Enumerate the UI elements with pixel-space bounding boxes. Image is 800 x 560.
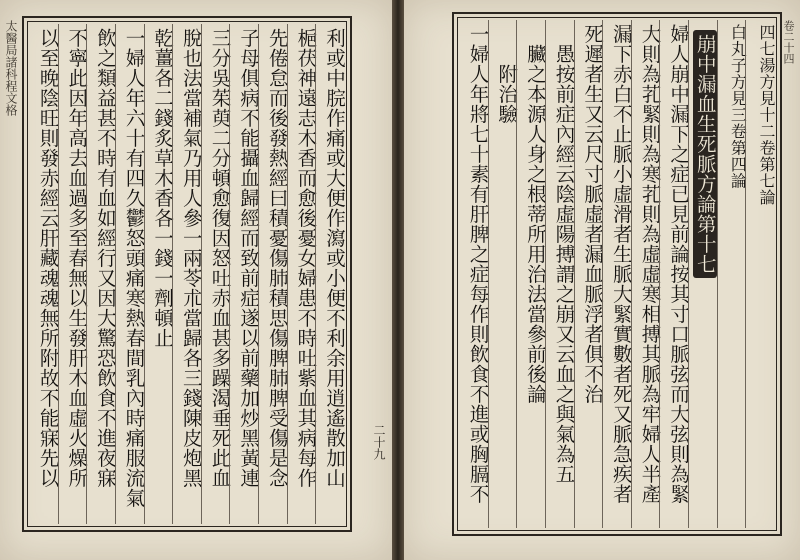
text-column: 大則為芤緊則為寒芤則為虛虛寒相搏其脈為牢婦人半產 bbox=[631, 20, 660, 528]
text-column: 不寧此因年高去血過多至春無以生發肝木血虛火燥所 bbox=[58, 24, 87, 524]
left-text-columns bbox=[30, 24, 344, 524]
text-column: 白丸子方見三卷第四論 bbox=[717, 20, 746, 528]
folio-number: 二十九 bbox=[372, 424, 386, 460]
text-column: 梔茯神遠志木香而愈後憂女婦患不時吐紫血其病每作 bbox=[287, 24, 316, 524]
chapter-title-column bbox=[688, 20, 717, 528]
right-text-columns bbox=[460, 20, 774, 528]
spine-title: 太醫局諸科程文格 bbox=[4, 20, 18, 116]
text-column: 婦人崩中漏下之症已見前論按其寸口脈弦而大弦則為緊 bbox=[659, 20, 688, 528]
text-column: 以至晚陰旺則發赤經云肝藏魂魂無所附故不能寐先以 bbox=[36, 28, 60, 488]
text-column: 一婦人年將七十素有肝脾之症每作則飲食不進或胸膈不 bbox=[466, 24, 490, 504]
text-column: 脫也法當補氣乃用人參一兩苓朮當歸各三錢陳皮炮黑 bbox=[172, 24, 201, 524]
text-column: 乾薑各二錢炙草木香各一錢一劑頓止 bbox=[144, 24, 173, 524]
left-page bbox=[0, 0, 392, 560]
text-column: 先倦怠而後發熱經曰積憂傷肺積思傷脾肺脾受傷是念 bbox=[258, 24, 287, 524]
text-column: 漏下赤白不止脈小虛滑者生脈大緊實數者死又脈急疾者 bbox=[602, 20, 631, 528]
right-page bbox=[404, 0, 800, 560]
chapter-title: 崩中漏血生死脈方論第十七 bbox=[693, 30, 717, 278]
section-heading: 附治驗 bbox=[488, 20, 517, 528]
text-column: 子母俱病不能攝血歸經而致前症遂以前藥加炒黑黃連 bbox=[229, 24, 258, 524]
edge-label: 卷二十四 bbox=[782, 20, 795, 64]
text-column: 死遲者生又云尺寸脈虛者漏血脈浮者俱不治 bbox=[574, 20, 603, 528]
text-column: 飲之類益甚不時有血如經行又因大驚恐飲食不進夜寐 bbox=[86, 24, 115, 524]
text-column: 臟之本源人身之根蒂所用治法當參前後論 bbox=[516, 20, 545, 528]
book-gutter bbox=[392, 0, 404, 560]
text-column: 一婦人年六十有四久鬱怒頭痛寒熱春間乳內時痛服流氣 bbox=[115, 24, 144, 524]
text-column: 四七湯方見十二卷第七論 bbox=[745, 20, 774, 528]
text-column: 利或中脘作痛或大便作瀉或小便不利余用逍遙散加山 bbox=[315, 24, 344, 524]
text-column: 愚按前症內經云陰虛陽搏謂之崩又云血之與氣為五 bbox=[545, 20, 574, 528]
right-page-frame bbox=[452, 12, 782, 536]
left-page-frame bbox=[22, 16, 352, 532]
text-column: 三分吳茱萸二分頓愈復因怒吐赤血甚多躁渴垂死此血 bbox=[201, 24, 230, 524]
